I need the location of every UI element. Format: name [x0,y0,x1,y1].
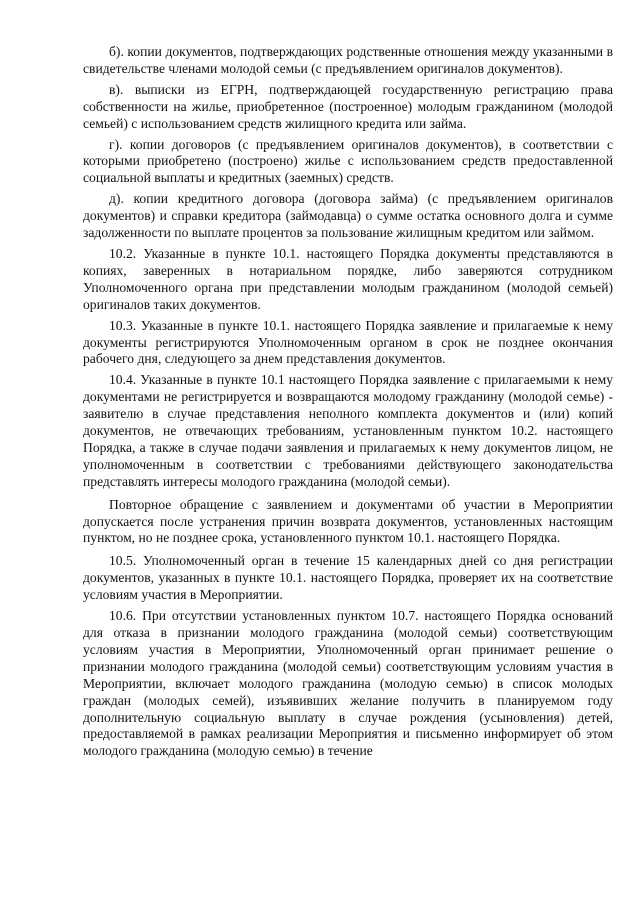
paragraph-repeat-application: Повторное обращение с заявлением и документами об участии в Мероприятии допускается после устранения причин возврата документов, установленных настоящим пунктом, но не позднее срока, установленного пунктом 10.1. настоящего Порядка. [83,496,613,546]
paragraph-10-5: 10.5. Уполномоченный орган в течение 15 календарных дней со дня регистрации документов, указанных в пункте 10.1. настоящего Порядка, проверяет их на соответствие условиям участия в Мероприятии. [83,553,613,603]
paragraph-v: в). выписки из ЕГРН, подтверждающей государственную регистрацию права собственности на жилье, приобретенное (построенное) молодым гражданином (молодой семьей) с использованием средств жилищного кредита или займа. [83,81,613,131]
paragraph-g: г). копии договоров (с предъявлением оригиналов документов), в соответствии с которыми приобретено (построено) жилье с использованием средств предоставленной социальной выплаты и кредитных (заемных) средств. [83,136,613,186]
paragraph-d: д). копии кредитного договора (договора займа) (с предъявлением оригиналов документов) и справки кредитора (займодавца) о сумме остатка основного долга и сумме задолженности по выплате процентов за пользование жилищным кредитом или займом. [83,191,613,241]
paragraph-10-4: 10.4. Указанные в пункте 10.1 настоящего Порядка заявление с прилагаемыми к нему документами не регистрируется и возвращаются молодому гражданину (молодой семье) - заявителю в случае представления неполного комплекта документов и (или) копий документов, не отвечающих требованиям, установленным пунктом 10.2. настоящего Порядка, а также в случае подачи заявления и прилагаемых к нему документов лицом, не уполномоченным в соответствии с требованиями действующего законодательства представлять интересы молодого гражданина (молодой семьи). [83,372,613,489]
paragraph-10-6: 10.6. При отсутствии установленных пунктом 10.7. настоящего Порядка оснований для отказа в признании молодого гражданина (молодой семьи) соответствующим условиям участия в Мероприятии, Уполномоченный орган принимает решение о признании молодого гражданина (молодой семьи) соответствующим условиям участия в Мероприятии, включает молодого гражданина (молодую семью) в список молодых граждан (молодых семей), изъявивших желание получить в планируемом году дополнительную социальную выплату в случае рождения (усыновления) детей, предоставляемой в рамках реализации Мероприятия и письменно информирует об этом молодого гражданина (молодую семью) в течение [83,608,613,759]
document-page [83,44,613,764]
paragraph-b: б). копии документов, подтверждающих родственные отношения между указанными в свидетельстве членами молодой семьи (с предъявлением оригиналов документов). [83,44,613,76]
paragraph-10-2: 10.2. Указанные в пункте 10.1. настоящего Порядка документы представляются в копиях, заверенных в нотариальном порядке, либо заверяются сотрудником Уполномоченного органа при представлении молодым гражданином (молодой семьей) оригиналов таких документов. [83,245,613,312]
paragraph-10-3: 10.3. Указанные в пункте 10.1. настоящего Порядка заявление и прилагаемые к нему документы регистрируются Уполномоченным органом в срок не позднее окончания рабочего дня, следующего за днем представления документов. [83,317,613,367]
